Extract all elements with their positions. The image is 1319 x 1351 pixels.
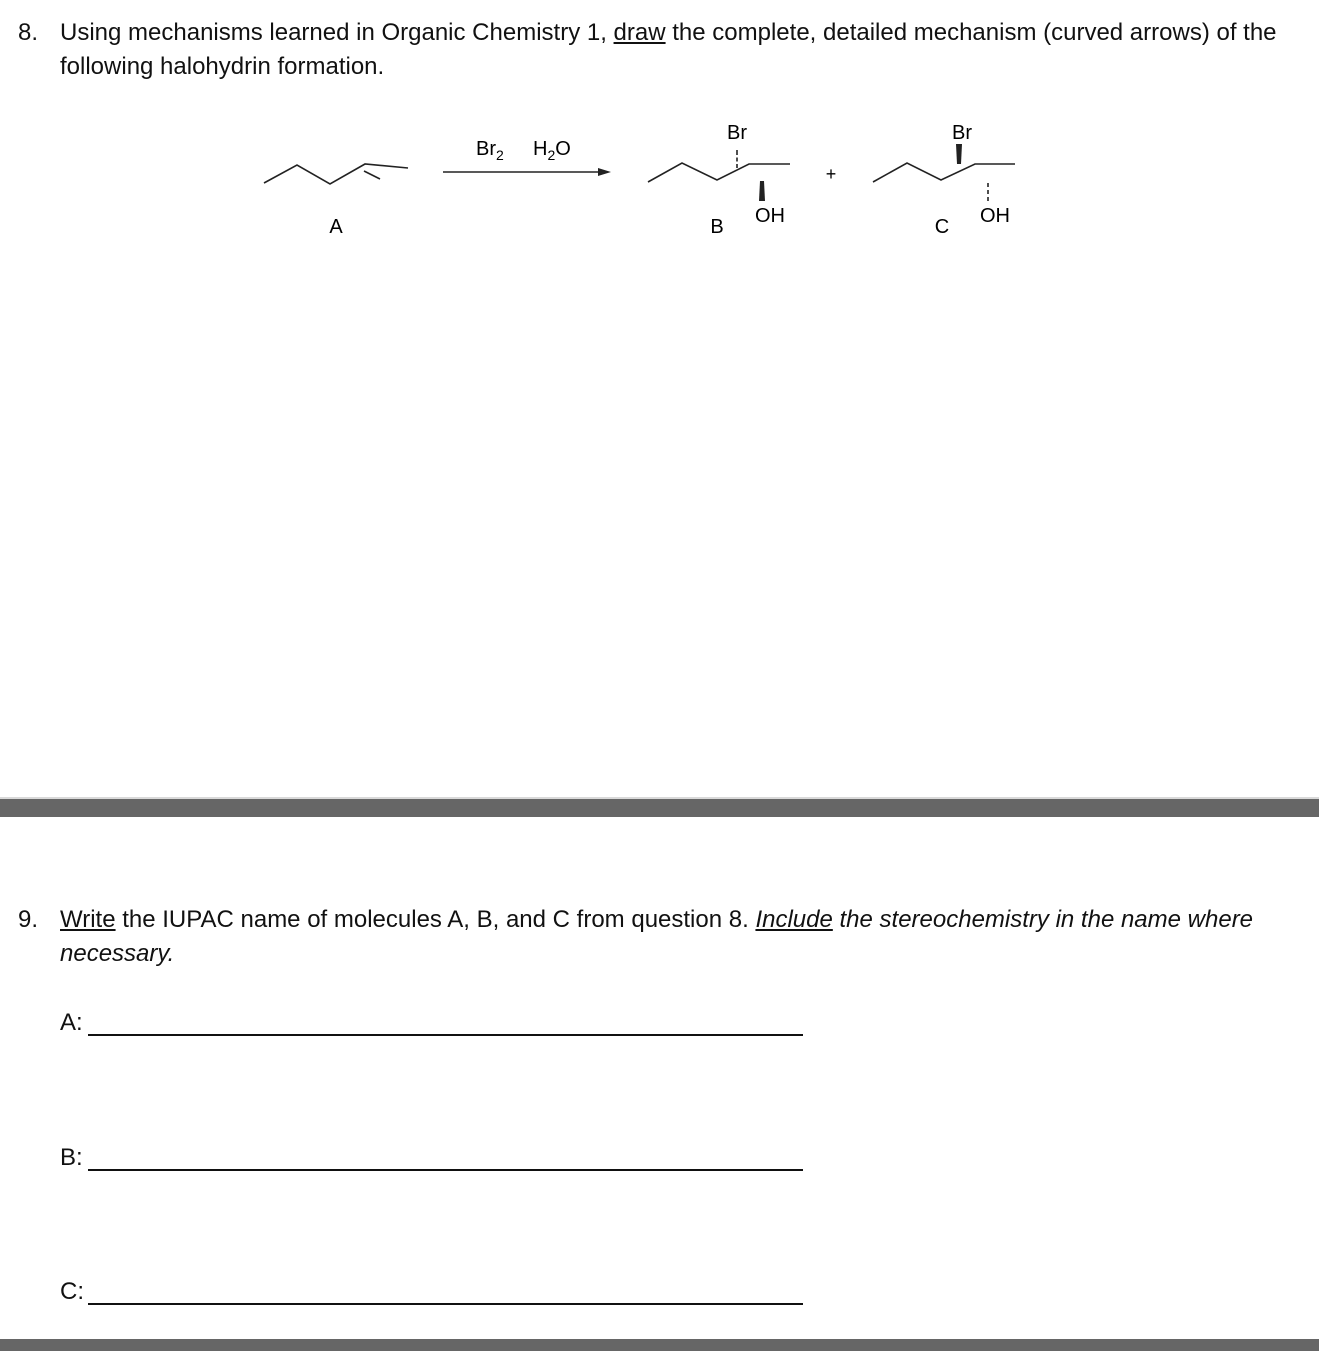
substituent-br: Br <box>952 122 972 144</box>
double-bond-line <box>364 171 380 179</box>
question-9 <box>18 903 1308 971</box>
molecule-a <box>264 164 408 184</box>
answer-c-label: C: <box>60 1278 84 1305</box>
reagent-br2: $Br_2$ <box>476 138 504 163</box>
section-divider <box>0 797 1319 817</box>
question-8-text: Using mechanisms learned in Organic Chemistry 1, draw the complete, detailed mechanism (curved arrows) of the following halohydrin formation. <box>60 19 1277 80</box>
question-8 <box>18 16 1308 84</box>
draw-emphasis: draw <box>613 19 666 46</box>
wedge-bond <box>759 181 765 201</box>
substituent-br: Br <box>727 122 747 144</box>
wedge-bond <box>956 144 962 164</box>
question-9-text: Write the IUPAC name of molecules A, B, and C from question 8. Include the stereochemistry in the name where necessary. <box>60 906 1254 967</box>
reaction-arrow <box>443 168 611 176</box>
bottom-divider <box>0 1339 1319 1351</box>
answer-a-label: A: <box>60 1009 83 1036</box>
answer-c-line[interactable] <box>88 1303 803 1305</box>
answer-b-label: B: <box>60 1144 83 1171</box>
question-9-number: 9. <box>18 906 39 933</box>
molecule-c <box>873 163 1015 201</box>
halohydrin-reaction-scheme <box>0 100 1319 250</box>
reagents <box>476 138 571 163</box>
substituent-oh: OH <box>980 205 1010 227</box>
substituent-oh: OH <box>755 205 785 227</box>
plus-sign: + <box>825 164 837 184</box>
include-emphasis: Include <box>755 906 833 933</box>
molecule-b <box>648 150 790 182</box>
answer-b-line[interactable] <box>88 1169 803 1171</box>
reagent-h2o: $H_2O$ <box>533 138 571 163</box>
answer-a-line[interactable] <box>88 1034 803 1036</box>
label-c: C <box>934 216 950 238</box>
label-a: A <box>329 216 343 238</box>
question-8-number: 8. <box>18 19 39 46</box>
label-b: B <box>710 216 724 238</box>
write-emphasis: Write <box>60 906 116 933</box>
